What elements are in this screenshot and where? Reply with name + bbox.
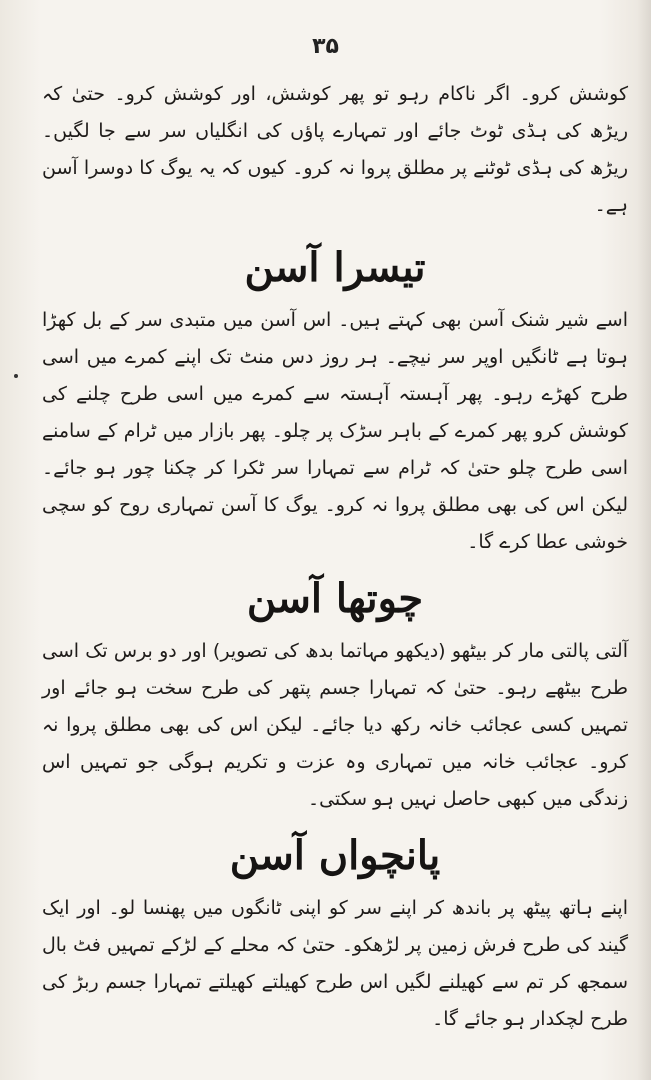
paragraph-fourth-asan: آلتی پالتی مار کر بیٹھو (دیکھو مہاتما بدھ کی تصویر) اور دو برس تک اسی طرح بیٹھے رہو۔ حتیٰ کہ تمہارا جسم پتھر کی طرح سخت ہو جائے اور تمہیں کسی عجائب خانہ رکھ دیا جائے۔ لیکن اس کی بھی مطلق پروا نہ کرو۔ عجائب خانہ میں تمہاری وہ عزت و تکریم ہوگی جو تمہیں اس زندگی میں کبھی حاصل نہیں ہو سکتی۔ — [42, 640, 628, 810]
page-content — [42, 76, 628, 1038]
heading-third-asan: تیسرا آسن — [244, 244, 426, 291]
heading-fourth-asan: چوتھا آسن — [246, 575, 424, 622]
margin-speck — [14, 374, 18, 378]
paragraph-fifth-asan: اپنے ہاتھ پیٹھ پر باندھ کر اپنے سر کو اپنی ٹانگوں میں پھنسا لو۔ اور ایک گیند کی طرح فرش زمین پر لڑھکو۔ حتیٰ کہ محلے کے لڑکے تمہیں فٹ بال سمجھ کر تم سے کھیلنے لگیں اس طرح کھیلتے کھیلتے تمہارا جسم ربڑ کی طرح لچکدار ہو جائے گا۔ — [42, 897, 628, 1030]
page-number: ۳۵ — [312, 34, 339, 59]
heading-fifth-asan: پانچواں آسن — [229, 832, 441, 879]
paragraph-third-asan: اسے شیر شنک آسن بھی کہتے ہیں۔ اس آسن میں متبدی سر کے بل کھڑا ہوتا ہے ٹانگیں اوپر سر نیچے۔ ہر روز دس منٹ تک اپنے کمرے میں اسی طرح کھڑے رہو۔ پھر آہستہ آہستہ سے کمرے میں اسی طرح چلنے کی کوشش کرو پھر کمرے کے باہر سڑک پر چلو۔ پھر بازار میں ٹرام کے سامنے اسی طرح چلو حتیٰ کہ ٹرام سے تمہارا سر ٹکرا کر چکنا چور ہو جائے۔ لیکن اس کی بھی مطلق پروا نہ کرو۔ یوگ کا آسن تمہاری روح کو سچی خوشی عطا کرے گا۔ — [42, 309, 628, 553]
intro-paragraph: کوشش کرو۔ اگر ناکام رہو تو پھر کوشش، اور کوشش کرو۔ حتیٰ کہ ریڑھ کی ہڈی ٹوٹ جائے اور تمہارے پاؤں کی انگلیاں سر سے جا لگیں۔ ریڑھ کی ہڈی ٹوٹنے پر مطلق پروا نہ کرو۔ کیوں کہ یہ یوگ کا دوسرا آسن ہے۔ — [42, 83, 628, 216]
page-edge-shadow — [637, 0, 651, 1080]
